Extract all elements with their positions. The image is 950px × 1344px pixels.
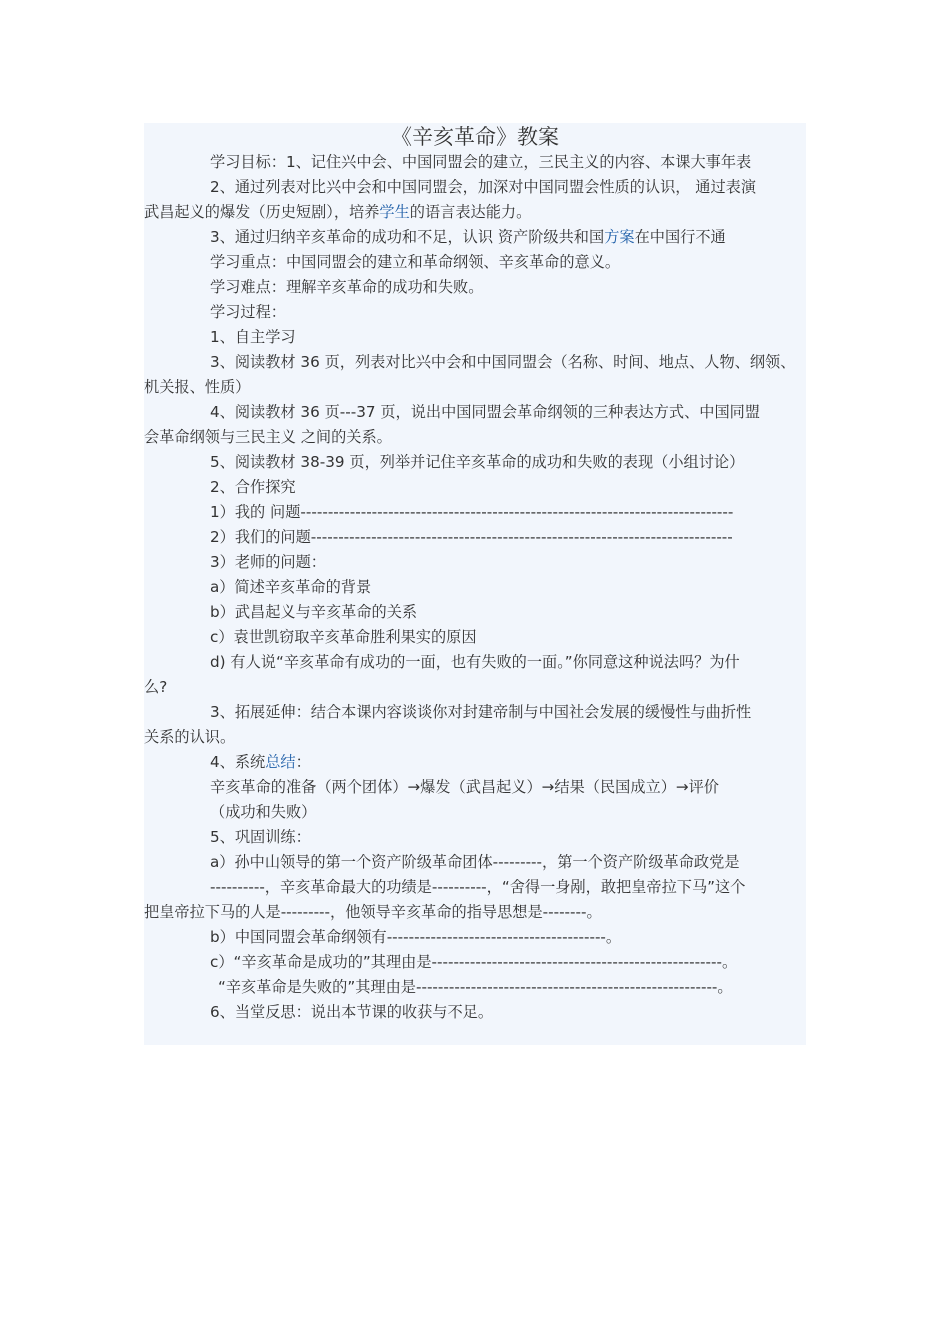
learning-goal-3: 3、通过归纳辛亥革命的成功和不足，认识 资产阶级共和国方案在中国行不通 xyxy=(210,228,726,246)
practice-a-cont-2: 把皇帝拉下马的人是---------，他领导辛亥革命的指导思想是--------。 xyxy=(144,903,602,921)
practice-a-cont-1: ----------，辛亥革命最大的功绩是----------，“舍得一身剐，敢把皇帝拉下马”这个 xyxy=(210,878,746,896)
teacher-question-d: d) 有人说“辛亥革命有成功的一面，也有失败的一面。”你同意这种说法吗？为什 xyxy=(210,653,740,671)
link-summary[interactable]: 总结 xyxy=(265,753,296,771)
cooperation-heading: 2、合作探究 xyxy=(210,478,296,496)
link-plan[interactable]: 方案 xyxy=(604,228,635,246)
learning-process-heading: 学习过程： xyxy=(210,303,286,321)
key-points: 学习重点：中国同盟会的建立和革命纲领、辛亥革命的意义。 xyxy=(210,253,621,271)
summary-flow: 辛亥革命的准备（两个团体）→爆发（武昌起义）→结果（民国成立）→评价 xyxy=(210,778,719,796)
learning-goal-2: 2、通过列表对比兴中会和中国同盟会，加深对中国同盟会性质的认识， 通过表演 xyxy=(210,178,757,196)
self-study-heading: 1、自主学习 xyxy=(210,328,296,346)
reflection: 6、当堂反思：说出本节课的收获与不足。 xyxy=(210,1003,494,1021)
self-study-item-4: 4、阅读教材 36 页---37 页，说出中国同盟会革命纲领的三种表达方式、中国同盟 xyxy=(210,403,761,421)
difficult-points: 学习难点：理解辛亥革命的成功和失败。 xyxy=(210,278,484,296)
practice-c: c）“辛亥革命是成功的”其理由是-----------------------------------------------------。 xyxy=(210,953,738,971)
self-study-item-5: 5、阅读教材 38-39 页，列举并记住辛亥革命的成功和失败的表现（小组讨论） xyxy=(210,453,745,471)
my-question: 1）我的 问题------------------------------------------------------------------------------- xyxy=(210,503,734,521)
teacher-question-b: b）武昌起义与辛亥革命的关系 xyxy=(210,603,418,621)
self-study-item-3: 3、阅读教材 36 页，列表对比兴中会和中国同盟会（名称、时间、地点、人物、纲领、 xyxy=(210,353,796,371)
learning-goal-1: 学习目标：1、记住兴中会、中国同盟会的建立，三民主义的内容、本课大事年表 xyxy=(210,153,752,171)
teacher-question-a: a）简述辛亥革命的背景 xyxy=(210,578,372,596)
practice-b: b）中国同盟会革命纲领有----------------------------------------。 xyxy=(210,928,622,946)
practice-heading: 5、巩固训练： xyxy=(210,828,311,846)
practice-a: a）孙中山领导的第一个资产阶级革命团体---------，第一个资产阶级革命政党是 xyxy=(210,853,740,871)
teacher-question-d-cont: 么? xyxy=(144,678,168,696)
practice-c-cont: “辛亥革命是失败的”其理由是-------------------------------------------------------。 xyxy=(218,978,733,996)
learning-goal-2-cont: 武昌起义的爆发（历史短剧），培养学生的语言表达能力。 xyxy=(144,203,532,221)
extension-heading: 3、拓展延伸：结合本课内容谈谈你对封建帝制与中国社会发展的缓慢性与曲折性 xyxy=(210,703,752,721)
summary-flow-cont: （成功和失败） xyxy=(210,803,317,821)
teacher-question-c: c）袁世凯窃取辛亥革命胜利果实的原因 xyxy=(210,628,477,646)
our-question: 2）我们的问题----------------------------------------------------------------------------- xyxy=(210,528,733,546)
document-title: 《辛亥革命》教案 xyxy=(391,125,559,149)
self-study-item-3-cont: 机关报、性质） xyxy=(144,378,251,396)
link-student[interactable]: 学生 xyxy=(379,203,410,221)
summary-heading: 4、系统总结： xyxy=(210,753,311,771)
teacher-question-heading: 3）老师的问题： xyxy=(210,553,326,571)
extension-cont: 关系的认识。 xyxy=(144,728,236,746)
self-study-item-4-cont: 会革命纲领与三民主义 之间的关系。 xyxy=(144,428,392,446)
